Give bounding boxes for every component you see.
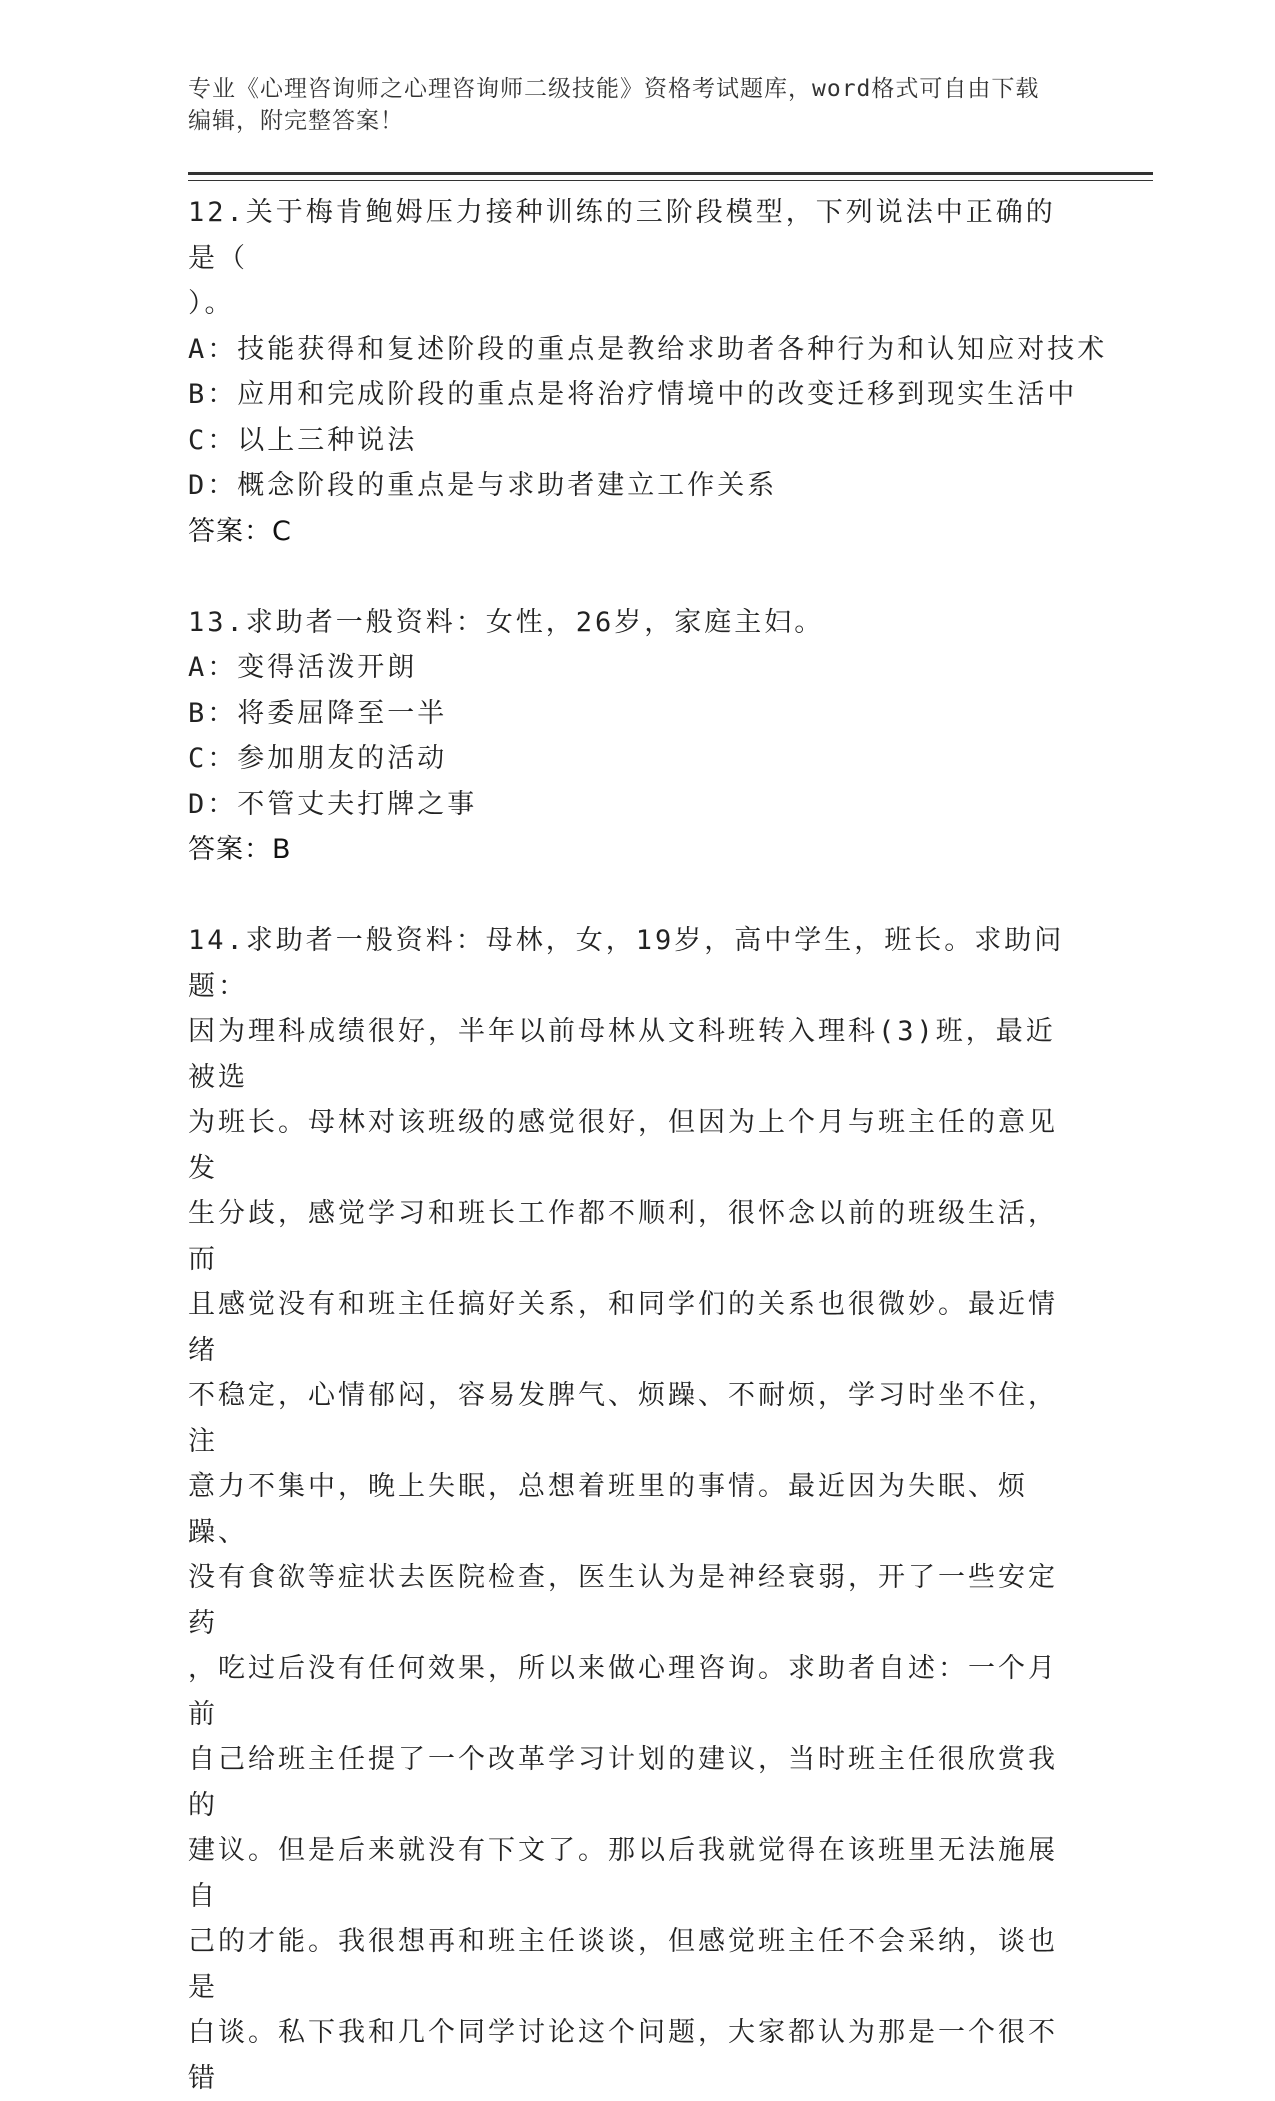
question-13-option-b: B：将委屈降至一半	[188, 697, 448, 729]
question-spacer	[188, 873, 1068, 919]
header-line-2: 编辑，附完整答案！	[188, 108, 404, 134]
question-14-line: 且感觉没有和班主任搞好关系，和同学们的关系也很微妙。最近情绪	[188, 1289, 1058, 1366]
question-14-line: 14.求助者一般资料：母林，女，19岁，高中学生，班长。求助问题：	[188, 925, 1065, 1002]
header-rule-thick	[188, 172, 1153, 175]
header-line-1: 专业《心理咨询师之心理咨询师二级技能》资格考试题库，word格式可自由下载	[188, 76, 1040, 102]
question-13-option-d: D：不管丈夫打牌之事	[188, 788, 478, 820]
question-13-answer: 答案：B	[188, 834, 292, 865]
question-14	[188, 918, 1068, 2101]
question-12-option-b: B：应用和完成阶段的重点是将治疗情境中的改变迁移到现实生活中	[188, 379, 1078, 410]
question-14-line: 白谈。私下我和几个同学讨论这个问题，大家都认为那是一个很不错	[188, 2017, 1058, 2094]
question-14-line: 没有食欲等症状去医院检查，医生认为是神经衰弱，开了一些安定药	[188, 1562, 1058, 1639]
question-12-option-d: D：概念阶段的重点是与求助者建立工作关系	[188, 470, 778, 501]
question-spacer	[188, 554, 1068, 600]
question-14-line: 生分歧，感觉学习和班长工作都不顺利，很怀念以前的班级生活，而	[188, 1198, 1058, 1275]
question-13	[188, 600, 1068, 873]
question-14-line: ，吃过后没有任何效果，所以来做心理咨询。求助者自述：一个月前	[188, 1653, 1058, 1730]
question-12	[188, 190, 1108, 554]
document-header	[188, 73, 1068, 137]
question-12-title-line-2: ）。	[188, 288, 235, 319]
question-14-line: 建议。但是后来就没有下文了。那以后我就觉得在该班里无法施展自	[188, 1835, 1058, 1912]
question-list	[188, 190, 1108, 2101]
question-13-title: 13.求助者一般资料：女性，26岁，家庭主妇。	[188, 606, 825, 638]
question-12-answer: 答案：C	[188, 515, 292, 547]
header-rule-thin	[188, 180, 1153, 181]
question-13-option-c: C：参加朋友的活动	[188, 743, 448, 774]
question-12-title-line-1: 12.关于梅肯鲍姆压力接种训练的三阶段模型，下列说法中正确的是（	[188, 197, 1056, 274]
question-14-line: 因为理科成绩很好，半年以前母林从文科班转入理科(3)班，最近被选	[188, 1016, 1056, 1093]
question-12-option-c: C：以上三种说法	[188, 424, 418, 456]
question-14-line: 为班长。母林对该班级的感觉很好，但因为上个月与班主任的意见发	[188, 1107, 1058, 1184]
question-13-option-a: A：变得活泼开朗	[188, 652, 418, 683]
question-14-line: 意力不集中，晚上失眠，总想着班里的事情。最近因为失眠、烦躁、	[188, 1471, 1028, 1548]
question-14-line: 自己给班主任提了一个改革学习计划的建议，当时班主任很欣赏我的	[188, 1744, 1058, 1821]
question-12-option-a: A：技能获得和复述阶段的重点是教给求助者各种行为和认知应对技术	[188, 333, 1108, 365]
question-14-line: 己的才能。我很想再和班主任谈谈，但感觉班主任不会采纳，谈也是	[188, 1926, 1058, 2003]
question-14-line: 不稳定，心情郁闷，容易发脾气、烦躁、不耐烦，学习时坐不住，注	[188, 1380, 1058, 1457]
